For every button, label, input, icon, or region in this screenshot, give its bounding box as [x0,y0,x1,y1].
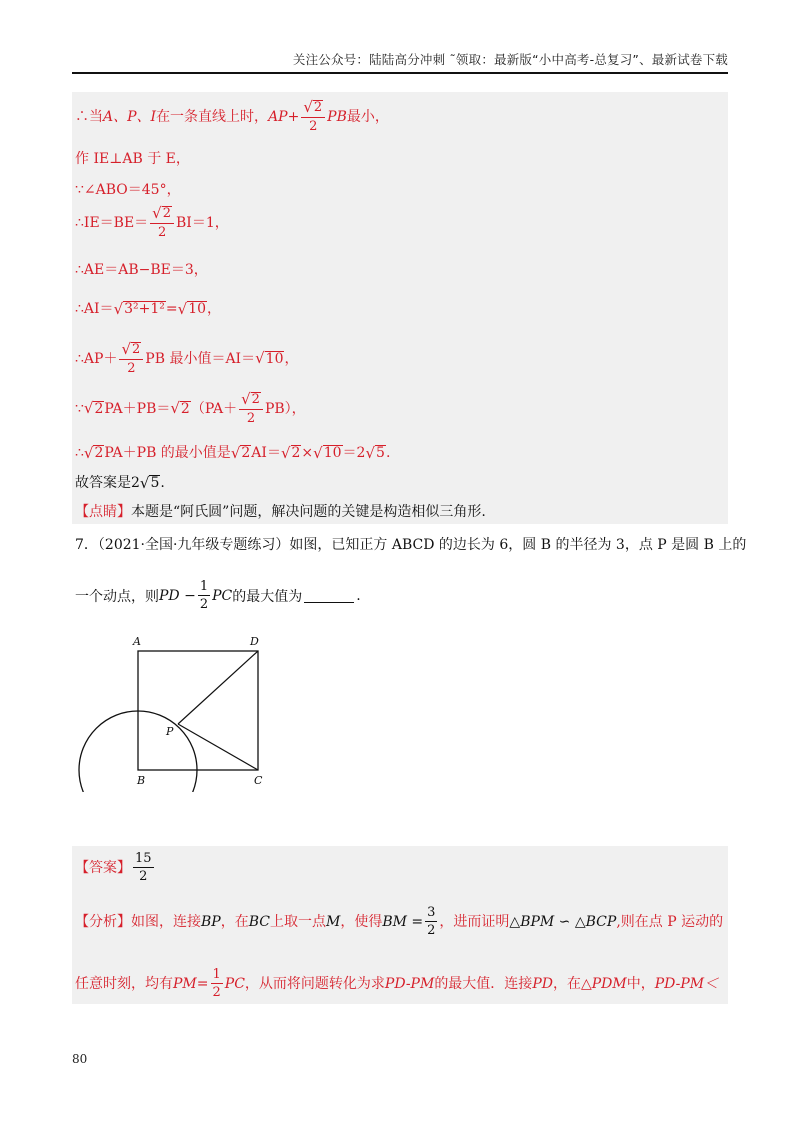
solution-line-6: ∴AI＝ √ 3²+1² = √ 10 ， [75,299,222,318]
square-abcd [138,651,258,770]
analysis-line-2: 任意时刻，均有 PM= $\frac{1}{2}$ PC ，从而将问题转化为求 PD-PM 的最大值．连接 PD ，在 △PDM 中， PD-PM＜ [75,967,719,1000]
label-a: A [133,635,141,648]
analysis-label: 【分析】 [75,913,131,930]
label-d: D [250,635,259,648]
question-7-line-2: 一个动点，则 PD − $\frac{1}{2}$ PC 的最大值为 . [75,579,361,612]
solution-line-4: ∴IE＝BE＝ √ 2 2 BI＝1， [75,204,229,240]
solution-line-10: 故答案是2 √ 5 . [75,473,165,492]
segment-pc [178,724,258,770]
solution-line-7: ∴AP＋ √ 2 2 PB 最小值＝AI＝ √ 10 ， [75,340,299,376]
dianjing-label: 【点睛】 [75,504,131,520]
answer-line: 【答案】 $\frac{15}{2}$ [75,851,152,884]
solution-line-2: 作 IE⊥AB 于 E， [75,151,190,167]
page-header: 关注公众号：陆陆高分冲刺 ˜领取：最新版“小中高考-总复习”、最新试卷下载 [292,52,728,67]
label-c: C [254,774,263,787]
dianjing-text: 本题是“阿氏圆”问题，解决问题的关键是构造相似三角形. [131,504,486,520]
solution-line-5: ∴AE＝AB−BE＝3， [75,262,208,278]
geometry-figure [74,632,274,792]
answer-blank [304,588,354,603]
page-number: 80 [72,1052,88,1066]
dianjing-line [75,503,486,521]
segment-pd [178,651,258,724]
solution-line-8: ∵ √ 2 PA＋PB＝ √ 2 （PA＋ √ 2 2 PB）， [75,390,306,426]
label-b: B [137,774,146,787]
analysis-line-1: 【分析】 如图，连接 BP ，在 BC 上取一点 M ，使得 BM = $\frac{3}{2}$ ，进而证明 △BPM ∽ △BCP ,则在点 P 运动的 [75,905,724,938]
header-rule [72,72,728,74]
question-7-line-1: 7．（2021·全国·九年级专题练习）如图，已知正方 ABCD 的边长为 6，圆 B 的半径为 3，点 P 是圆 B 上的 [75,537,747,553]
label-p: P [166,725,174,738]
solution-line-1: ∴当 A、P、I 在一条直线上时， AP+ √ 2 2 PB 最小， [75,98,389,134]
solution-line-9: ∴ √ 2 PA＋PB 的最小值是 √ 2 AI＝ √ 2 × √ 10 ＝2 √ 5 . [75,443,391,462]
solution-line-3: ∵∠ABO＝45°， [75,182,181,198]
answer-label: 【答案】 [75,859,131,876]
